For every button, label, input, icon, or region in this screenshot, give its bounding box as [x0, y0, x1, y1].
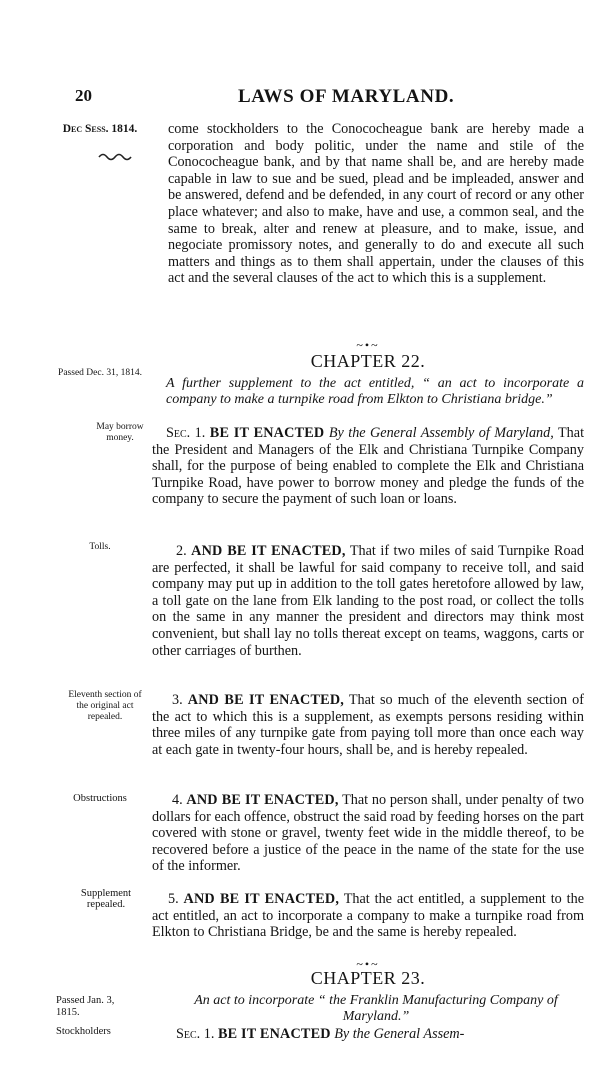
chapter-22-title: A further supplement to the act entitled, “ an act to incorporate a company to make a turnpike road from Elkton to Christiana bridge.”: [166, 376, 584, 408]
page-number: 20: [75, 86, 92, 105]
enacting-clause: BE IT ENACTED: [209, 425, 325, 441]
chapter-22-section-2: [152, 543, 584, 659]
margin-note-eleventh-section: Eleventh section of the original act repealed.: [68, 690, 142, 722]
enacting-clause: BE IT ENACTED: [217, 1026, 331, 1042]
chapter-22-section-5: [152, 891, 584, 941]
margin-note-obstructions: Obstructions: [73, 793, 127, 804]
margin-note-borrow: May borrow money.: [96, 422, 144, 443]
enacting-clause: AND BE IT ENACTED,: [191, 543, 346, 559]
section-label: 4.: [172, 792, 183, 808]
enacting-clause: AND BE IT ENACTED,: [183, 891, 340, 907]
chapter-23-title: An act to incorporate “ the Franklin Manufacturing Company of Maryland.”: [194, 993, 558, 1025]
squiggle-ornament-icon: [98, 152, 132, 162]
continuation-paragraph: come stockholders to the Conococheague bank are hereby made a corporation and body politic, under the name and stile of the Conococheague bank, and by that name shall be, and are hereby made capable in law to sue and be sued, plead and be impleaded, answer and be answered, defend and be defended, in any court of record or any other place whatever; and also to make, have and use, a common seal, and the same to break, alter and renew at pleasure, and to make, issue, and negociate promissory notes, and generally to do and execute all such matters and things as to them shall appertain, under the clauses of this act and the several clauses of the act to which this is a supplement.: [168, 121, 584, 287]
enacting-clause: AND BE IT ENACTED,: [186, 792, 339, 808]
running-title: LAWS OF MARYLAND.: [238, 86, 455, 107]
margin-note-supplement-repealed: Supplement repealed.: [80, 888, 132, 910]
enacting-authority: By the General Assem-: [334, 1026, 465, 1042]
section-label: 2.: [176, 543, 187, 559]
chapter-ornament: ~•~: [356, 957, 380, 971]
section-text: That the act entitled, a supplement to the act entitled, an act to incorporate a company to make a turnpike road from Elkton to Christiana Bridge, be and the same is hereby repealed.: [152, 891, 584, 941]
chapter-ornament: ~•~: [356, 338, 380, 352]
section-text: That the President and Managers of the Elk and Christiana Turnpike Company shall, for the purpose of being enabled to complete the Elk and Christiana Turnpike Road, have power to borrow money and pledge the funds of the company to secure the payment of such loan or loans.: [152, 425, 585, 508]
margin-note-passed-dec: Passed Dec. 31, 1814.: [58, 368, 142, 378]
chapter-22-section-4: [152, 792, 584, 875]
section-label: Sec. 1.: [166, 425, 206, 441]
section-text: That no person shall, under penalty of two dollars for each offence, obstruct the said road by feeding horses on the part covered with stone or gravel, twenty feet wide in the middle thereof, to be recovered before a justice of the peace in the name of the state for the use of the informer.: [152, 792, 584, 875]
chapter-22-heading: CHAPTER 22.: [310, 351, 426, 371]
section-label: 3.: [172, 692, 183, 708]
margin-note-passed-jan: Passed Jan. 3, 1815.: [56, 995, 115, 1018]
section-label: 5.: [168, 891, 179, 907]
margin-note-session: Dec Sess. 1814.: [62, 123, 138, 135]
enacting-clause: AND BE IT ENACTED,: [187, 692, 345, 708]
margin-note-tolls: Tolls.: [89, 542, 111, 552]
chapter-23-heading: CHAPTER 23.: [310, 968, 426, 988]
enacting-authority: By the General Assembly of Maryland,: [328, 425, 554, 441]
chapter-23-section-1: [152, 1026, 584, 1043]
margin-note-stockholders: Stockholders: [56, 1026, 111, 1037]
section-text: That so much of the eleventh section of the act to which this is a supplement, as exempts persons residing within three miles of any turnpike gate from paying toll more than once each way at each gate in twenty-four hours, shall be, and is hereby repealed.: [152, 692, 584, 758]
section-label: Sec. 1.: [176, 1026, 215, 1042]
chapter-22-section-3: [152, 692, 584, 758]
chapter-22-section-1: [152, 425, 584, 508]
section-text: That if two miles of said Turnpike Road are perfected, it shall be lawful for said company to receive toll, and said company may put up in addition to the toll gates heretofore allowed by law, a toll gate on the lane from Elk landing to the post road, or collect the tolls on the same in any manner the president and directors may think most convenient, but shall lay no tolls thereat except on teams, waggons, carts or other carriages of burthen.: [152, 543, 585, 659]
